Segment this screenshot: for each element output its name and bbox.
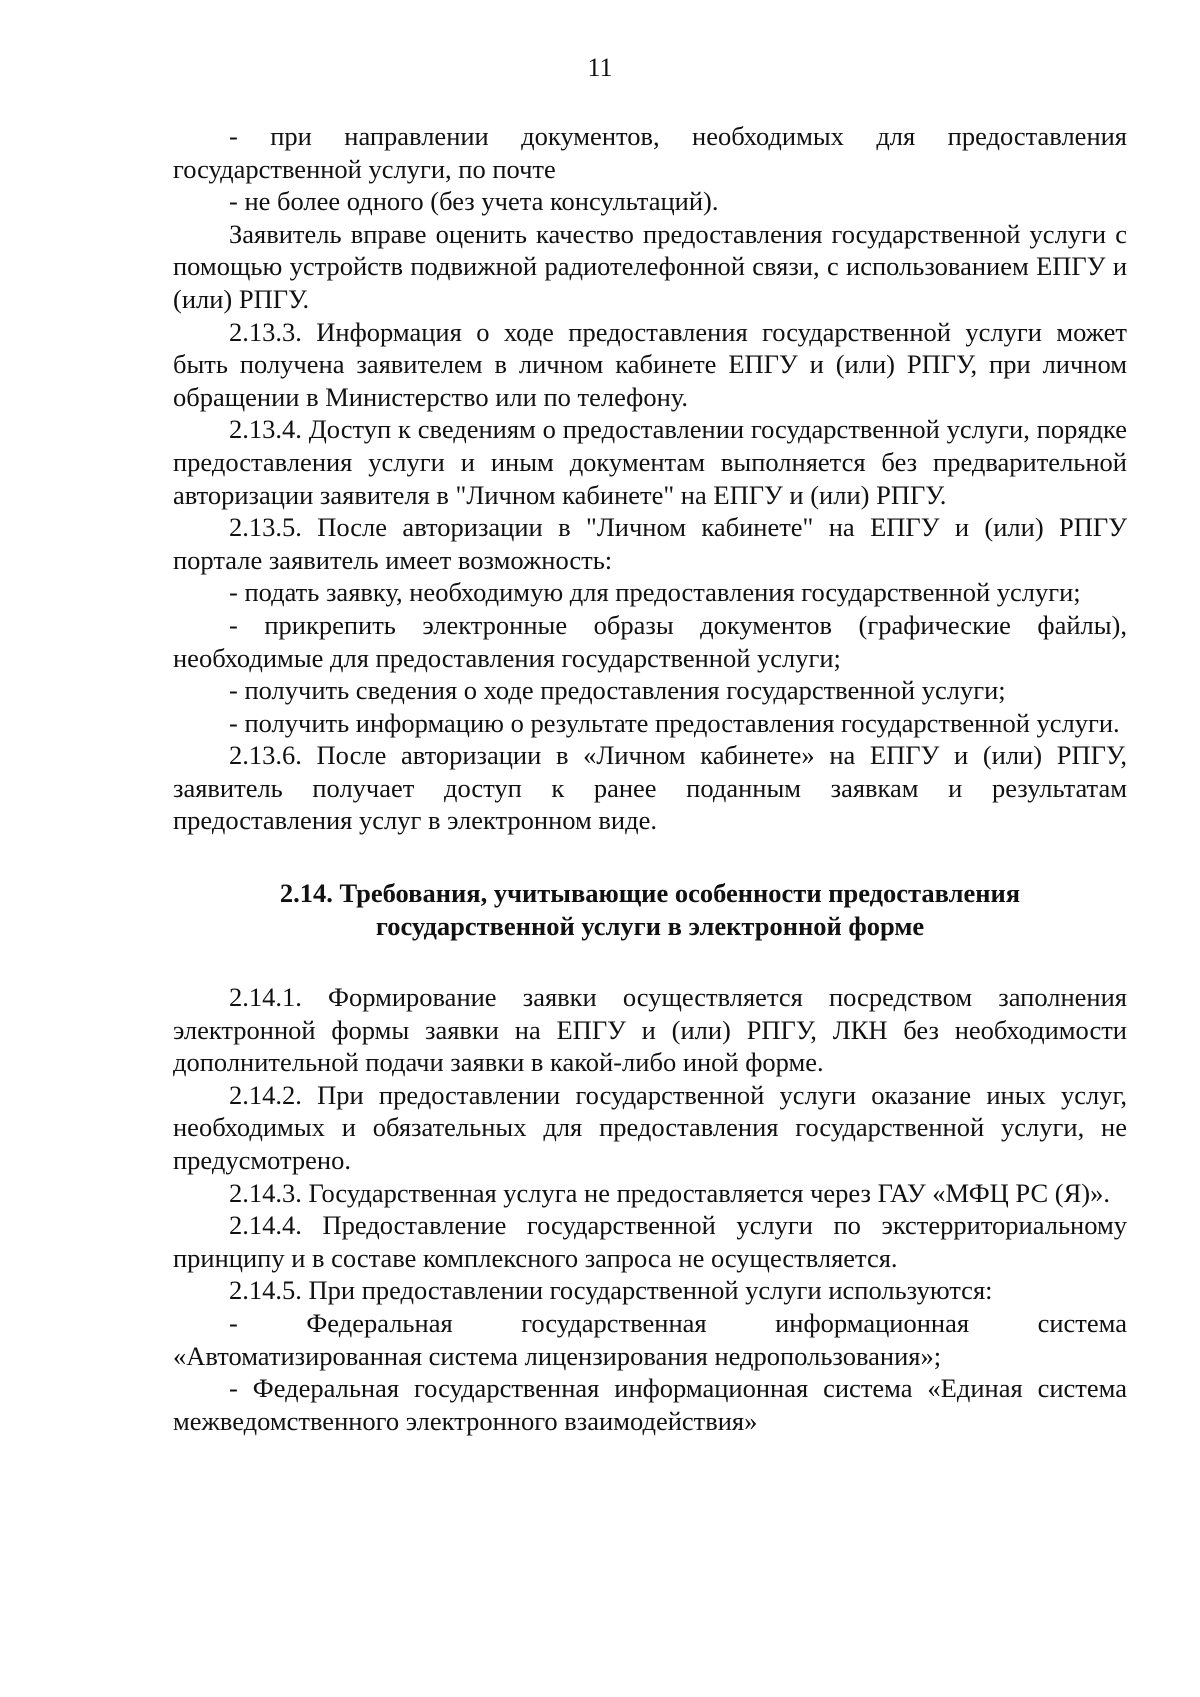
paragraph: - прикрепить электронные образы документов (графические файлы), необходимые для предоставления государственной услуги;: [173, 609, 1127, 673]
paragraph: 2.14.1. Формирование заявки осуществляется посредством заполнения электронной формы заявки на ЕПГУ и (или) РПГУ, ЛКН без необходимости дополнительной подачи заявки в какой-либо иной форме.: [173, 982, 1127, 1078]
paragraph: - получить сведения о ходе предоставления государственной услуги;: [229, 675, 1006, 706]
paragraph: - Федеральная государственная информационная система «Автоматизированная система лицензирования недропользования»;: [173, 1308, 1127, 1371]
paragraph: - подать заявку, необходимую для предоставления государственной услуги;: [229, 577, 1081, 608]
paragraph: - Федеральная государственная информационная система «Единая система межведомственного электронного взаимодействия»: [173, 1373, 1127, 1436]
section-heading: [173, 877, 1127, 943]
section-heading-line: государственной услуги в электронной форме: [375, 911, 925, 942]
paragraph: Заявитель вправе оценить качество предоставления государственной услуги с помощью устройств подвижной радиотелефонной связи, с использованием ЕПГУ и (или) РПГУ.: [173, 218, 1127, 314]
section-heading-line: 2.14. Требования, учитывающие особенности предоставления: [279, 878, 1021, 909]
paragraph: 2.14.3. Государственная услуга не предоставляется через ГАУ «МФЦ РС (Я)».: [229, 1177, 1110, 1208]
paragraph: 2.13.5. После авторизации в "Личном кабинете" на ЕПГУ и (или) РПГУ портале заявитель имеет возможность:: [173, 512, 1127, 575]
paragraph: 2.14.4. Предоставление государственной услуги по экстерриториальному принципу и в составе комплексного запроса не осуществляется.: [173, 1210, 1127, 1273]
paragraph: - при направлении документов, необходимых для предоставления государственной услуги, по почте: [173, 121, 1127, 184]
document-body: [173, 120, 1127, 1437]
paragraph: 2.13.6. После авторизации в «Личном кабинете» на ЕПГУ и (или) РПГУ, заявитель получает доступ к ранее поданным заявкам и результатам предоставления услуг в электронном виде.: [173, 740, 1127, 836]
page-number: 11: [587, 53, 613, 82]
paragraph: 2.13.4. Доступ к сведениям о предоставлении государственной услуги, порядке предоставления услуги и иным документам выполняется без предварительной авторизации заявителя в "Личном кабинете" на ЕПГУ и (или) РПГУ.: [173, 414, 1127, 510]
paragraph: 2.14.5. При предоставлении государственной услуги используются:: [229, 1275, 993, 1306]
paragraph: - получить информацию о результате предоставления государственной услуги.: [229, 707, 1120, 738]
paragraph: 2.14.2. При предоставлении государственной услуги оказание иных услуг, необходимых и обязательных для предоставления государственной услуги, не предусмотрено.: [173, 1079, 1127, 1176]
paragraph: - не более одного (без учета консультаций).: [229, 186, 719, 217]
paragraph: 2.13.3. Информация о ходе предоставления государственной услуги может быть получена заявителем в личном кабинете ЕПГУ и (или) РПГУ, при личном обращении в Министерство или по телефону.: [173, 316, 1127, 412]
